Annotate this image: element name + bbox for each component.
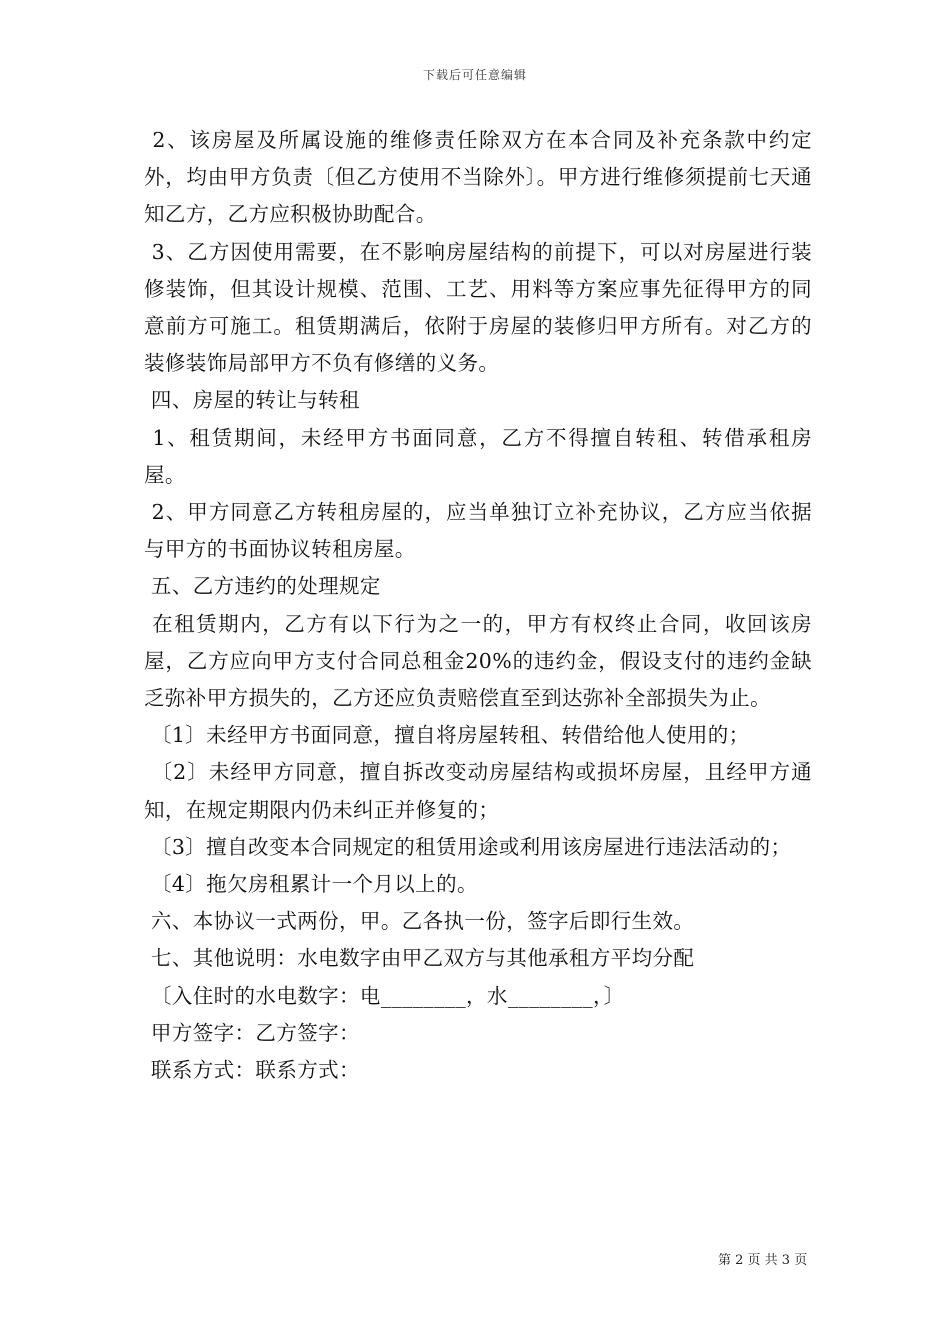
paragraph-breach-terms: 在租赁期内，乙方有以下行为之一的，甲方有权终止合同，收回该房屋，乙方应向甲方支付合同总租金20%的违约金，假设支付的违约金缺乏弥补甲方损失的，乙方还应负责赔偿直至到达弥补全部损失为止。: [144, 611, 813, 711]
list-item-breach-2: 〔2〕未经甲方同意，擅自拆改变动房屋结构或损坏房屋，且经甲方通知，在规定期限内仍未纠正并修复的；: [144, 760, 812, 822]
paragraph-repair-responsibility: 2、该房屋及所属设施的维修责任除双方在本合同及补充条款中约定外，均由甲方负责〔但乙方使用不当除外〕。甲方进行维修须提前七天通知乙方，乙方应积极协助配合。: [144, 128, 813, 227]
paragraph-meter-readings: 〔入住时的水电数字：电________，水________，〕: [144, 983, 625, 1008]
list-item-breach-3: 〔3〕擅自改变本合同规定的租赁用途或利用该房屋进行违法活动的；: [144, 834, 792, 859]
signature-line: 甲方签字：乙方签字：: [144, 1020, 360, 1045]
list-item-breach-4: 〔4〕拖欠房租累计一个月以上的。: [144, 872, 478, 897]
contact-line: 联系方式：联系方式：: [144, 1058, 360, 1083]
list-item-breach-1: 〔1〕未经甲方书面同意，擅自将房屋转租、转借给他人使用的；: [144, 723, 750, 748]
page-number: 第 2 页 共 3 页: [718, 1253, 808, 1268]
section-heading-breach: 五、乙方违约的处理规定: [144, 574, 381, 599]
section-heading-effective: 六、本协议一式两份，甲。乙各执一份，签字后即行生效。: [144, 909, 695, 934]
page-header: 下载后可任意编辑: [422, 68, 527, 82]
paragraph-sublet-consent: 1、租赁期间，未经甲方书面同意，乙方不得擅自转租、转借承租房屋。: [144, 425, 813, 487]
section-heading-other: 七、其他说明：水电数字由甲乙双方与其他承租方平均分配: [144, 946, 695, 971]
paragraph-renovation: 3、乙方因使用需要，在不影响房屋结构的前提下，可以对房屋进行装修装饰，但其设计规模、范围、工艺、用料等方案应事先征得甲方的同意前方可施工。租赁期满后，依附于房屋的装修归甲方所有。对乙方的装修装饰局部甲方不负有修缮的义务。: [144, 239, 812, 376]
section-heading-transfer: 四、房屋的转让与转租: [144, 388, 360, 413]
document-body: [144, 122, 812, 1089]
paragraph-sublet-agreement: 2、甲方同意乙方转租房屋的，应当单独订立补充协议，乙方应当依据与甲方的书面协议转租房屋。: [144, 500, 812, 562]
